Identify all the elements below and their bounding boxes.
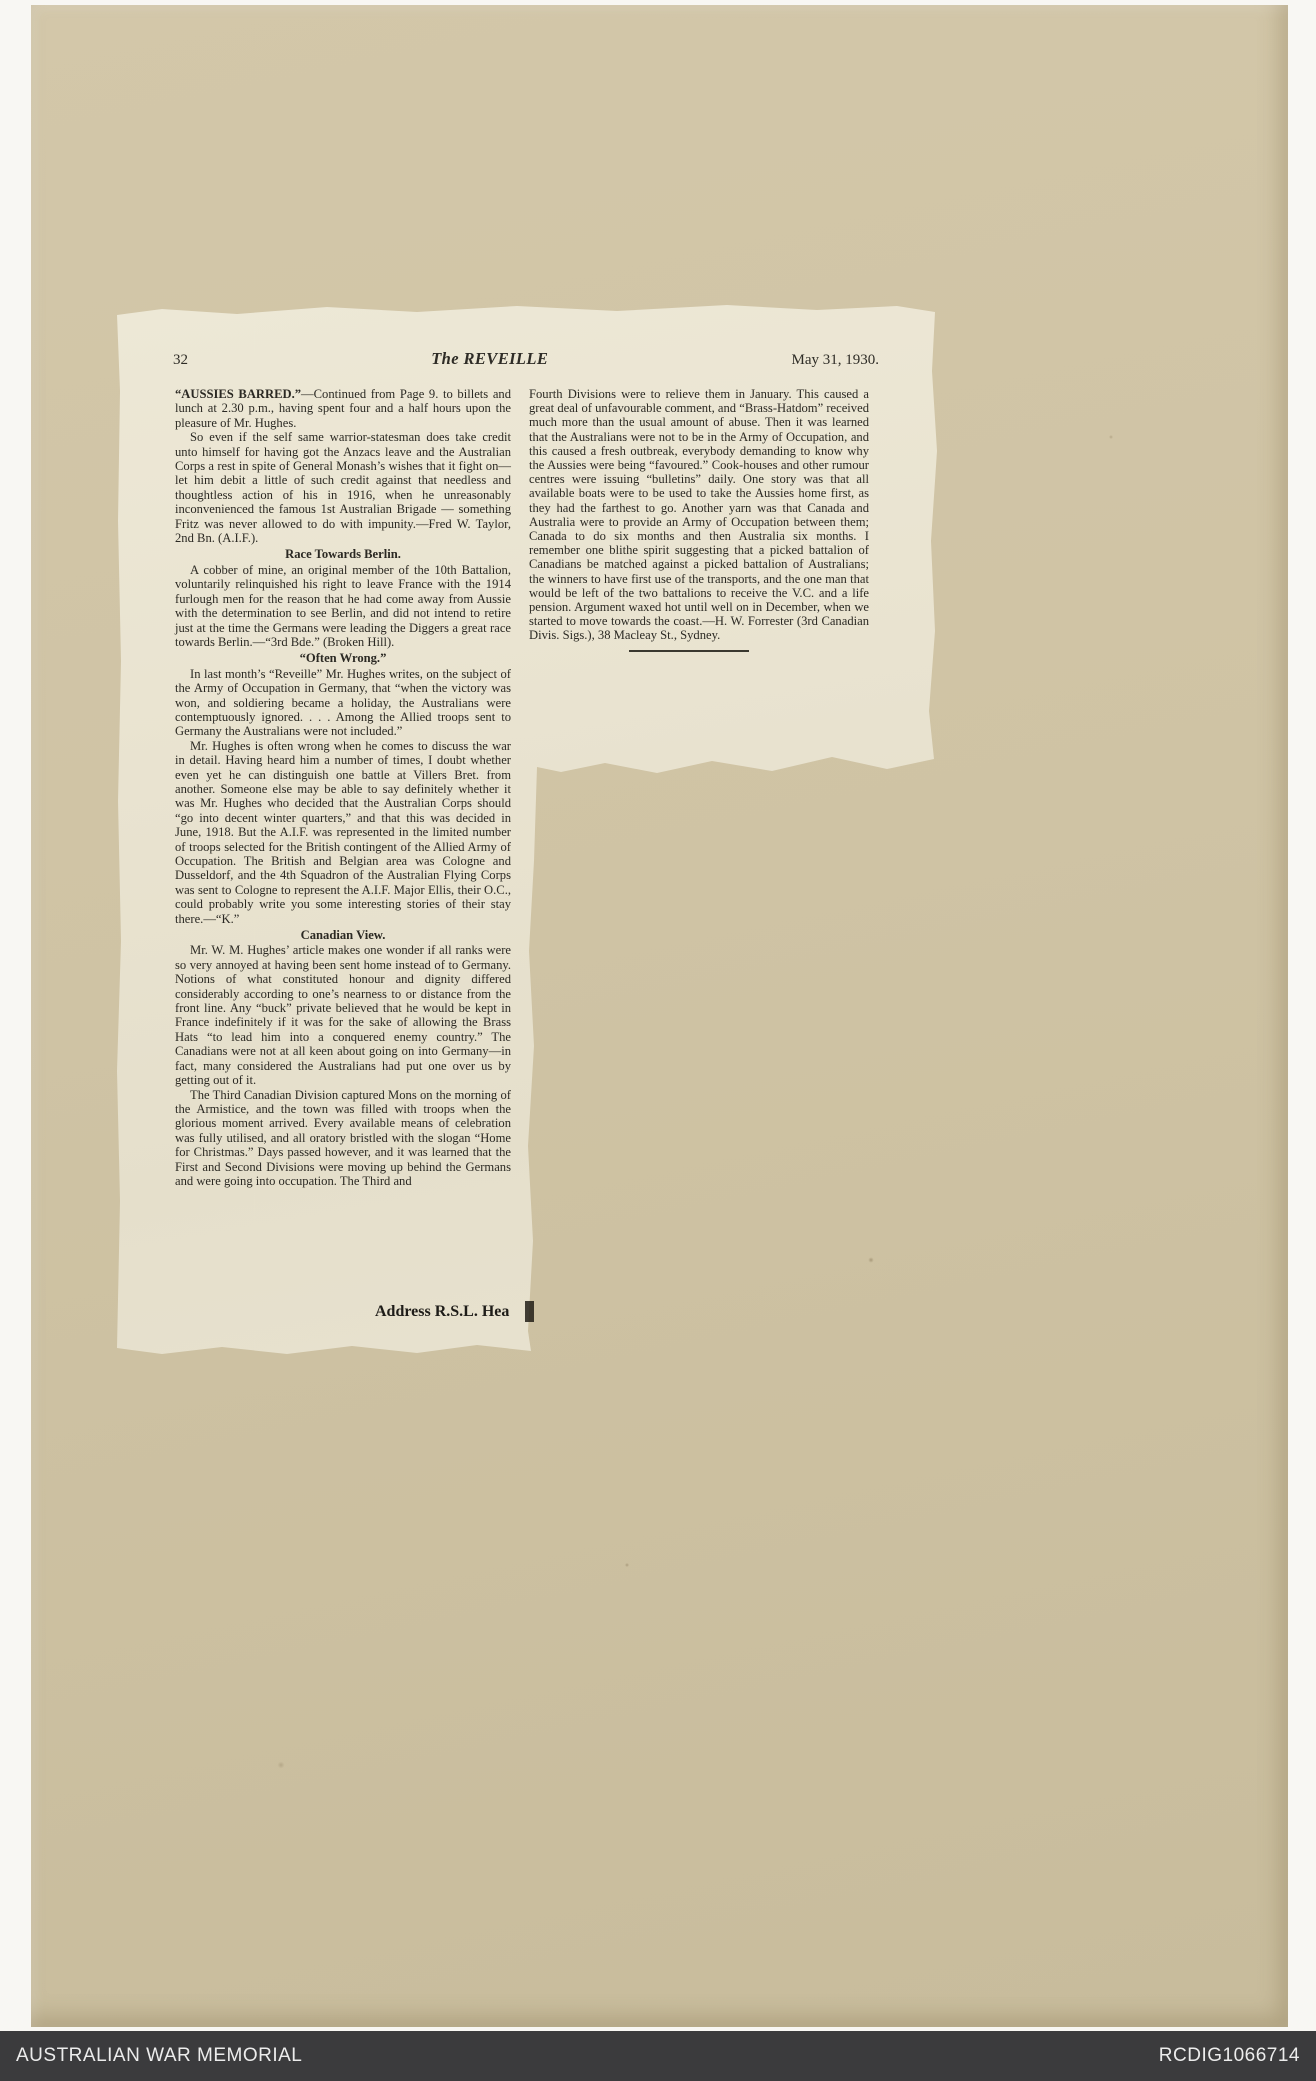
- section-heading-often-wrong: “Often Wrong.”: [299, 651, 387, 666]
- masthead: [173, 349, 879, 369]
- article-paragraph: Mr. Hughes is often wrong when he comes to discuss the war in detail. Having heard him a number of times, I doubt whether even yet he can distinguish one battle at Villers Bret. from another. Someone else may be able to say definitely whether it was Mr. Hughes who decided that the Australian Corps should “go into decent winter quarters,” and that this was decided in June, 1918. But the A.I.F. was represented in the limited number of troops selected for the British contingent of the Allied Army of Occupation. The British and Belgian area was Cologne and Dusseldorf, and the 4th Squadron of the Australian Flying Corps was sent to Cologne to represent the A.I.F. Major Ellis, their O.C., could probably write you some interesting stories of their stay there.—“K.”: [175, 738, 511, 926]
- clipping-content: [117, 301, 937, 1357]
- article-paragraph: [175, 387, 511, 430]
- right-column: [529, 387, 869, 652]
- article-paragraph: Fourth Divisions were to relieve them in January. This caused a great deal of unfavourable comment, and “Brass-Hatdom” received much more than the usual amount of abuse. Then it was learned that the Australians were not to be in the Army of Occupation, and this caused a fresh outbreak, everybody demanding to know why the Aussies were being “favoured.” Cook-houses and other rumour centres were issuing “bulletins” daily. One story was that all available boats were to be used to take the Aussies home first, as they had the farthest to go. Another yarn was that Canada and Australia were to provide an Army of Occupation between them; Canada to do six months and then Australia six months. I remember one blithe spirit suggesting that a picked battalion of Canadians be matched against a picked battalion of Australians; the winners to have first use of the transports, and the one man that would be left of the two battalions to receive the V.C. and a life pension. Argument waxed hot until well on in December, when we started to move towards the coast.—H. W. Forrester (3rd Canadian Divis. Sigs.), 38 Macleay St., Sydney.: [529, 387, 869, 643]
- newspaper-clipping: [117, 301, 937, 1357]
- section-heading-race-towards-berlin: Race Towards Berlin.: [285, 547, 401, 562]
- footer-catalogue-id: RCDIG1066714: [1158, 2045, 1300, 2066]
- page-number: 32: [173, 352, 188, 368]
- article-paragraph: Mr. W. M. Hughes’ article makes one wonder if all ranks were so very annoyed at having been sent home instead of to Germany. Notions of what constituted honour and dignity differed considerably according to one’s nearness to or distance from the front line. Any “buck” private believed that he would be kept in France indefinitely if it was for the sake of allowing the Brass Hats “to lead him into a conquered enemy country.” The Canadians were not at all keen about going on into Germany—in fact, many considered the Australians had put one over us by getting out of it.: [175, 943, 511, 1088]
- album-page: [31, 5, 1288, 2027]
- issue-date: May 31, 1930.: [791, 352, 879, 368]
- end-rule: [629, 650, 749, 652]
- article-paragraph: So even if the self same warrior-statesman does take credit unto himself for having got the Anzacs leave and the Australian Corps a rest in spite of General Monash’s wishes that it fight on—let him debit a little of such credit against that needless and thoughtless action of his in 1916, when he unreasonably inconvenienced the famous 1st Australian Brigade — something Fritz was never allowed to do with impunity.—Fred W. Taylor, 2nd Bn. (A.I.F.).: [175, 430, 511, 546]
- article-paragraph: In last month’s “Reveille” Mr. Hughes writes, on the subject of the Army of Occupation in Germany, that “when the victory was won, and soldiering became a holiday, the Australians were contemptuously ignored. . . . Among the Allied troops sent to Germany the Australians were not included.”: [175, 666, 511, 739]
- footer-bar: [0, 2031, 1316, 2081]
- address-line: Address R.S.L. Hea: [375, 1303, 510, 1320]
- ink-smudge: [525, 1301, 534, 1322]
- section-heading-canadian-view: Canadian View.: [300, 928, 386, 943]
- publication-title: The REVEILLE: [431, 349, 549, 368]
- article-paragraph-text: —Continued from Page 9. to billets and lunch at 2.30 p.m., having spent four and a half hours upon the pleasure of Mr. Hughes.: [175, 387, 511, 430]
- article-lead-in: “AUSSIES BARRED.”: [175, 387, 302, 401]
- left-column: [175, 387, 511, 1188]
- footer-institution: AUSTRALIAN WAR MEMORIAL: [16, 2045, 303, 2066]
- article-paragraph: The Third Canadian Division captured Mons on the morning of the Armistice, and the town was filled with troops when the glorious moment arrived. Every available means of celebration was fully utilised, and all oratory bristled with the slogan “Home for Christmas.” Days passed however, and it was learned that the First and Second Divisions were moving up behind the Germans and were going into occupation. The Third and: [175, 1087, 511, 1188]
- article-paragraph: A cobber of mine, an original member of the 10th Battalion, voluntarily relinquished his right to leave France with the 1914 furlough men for the reason that he had come away from Aussie with the determination to see Berlin, and did not intend to retire just at the time the Germans were leading the Diggers a great race towards Berlin.—“3rd Bde.” (Broken Hill).: [175, 562, 511, 649]
